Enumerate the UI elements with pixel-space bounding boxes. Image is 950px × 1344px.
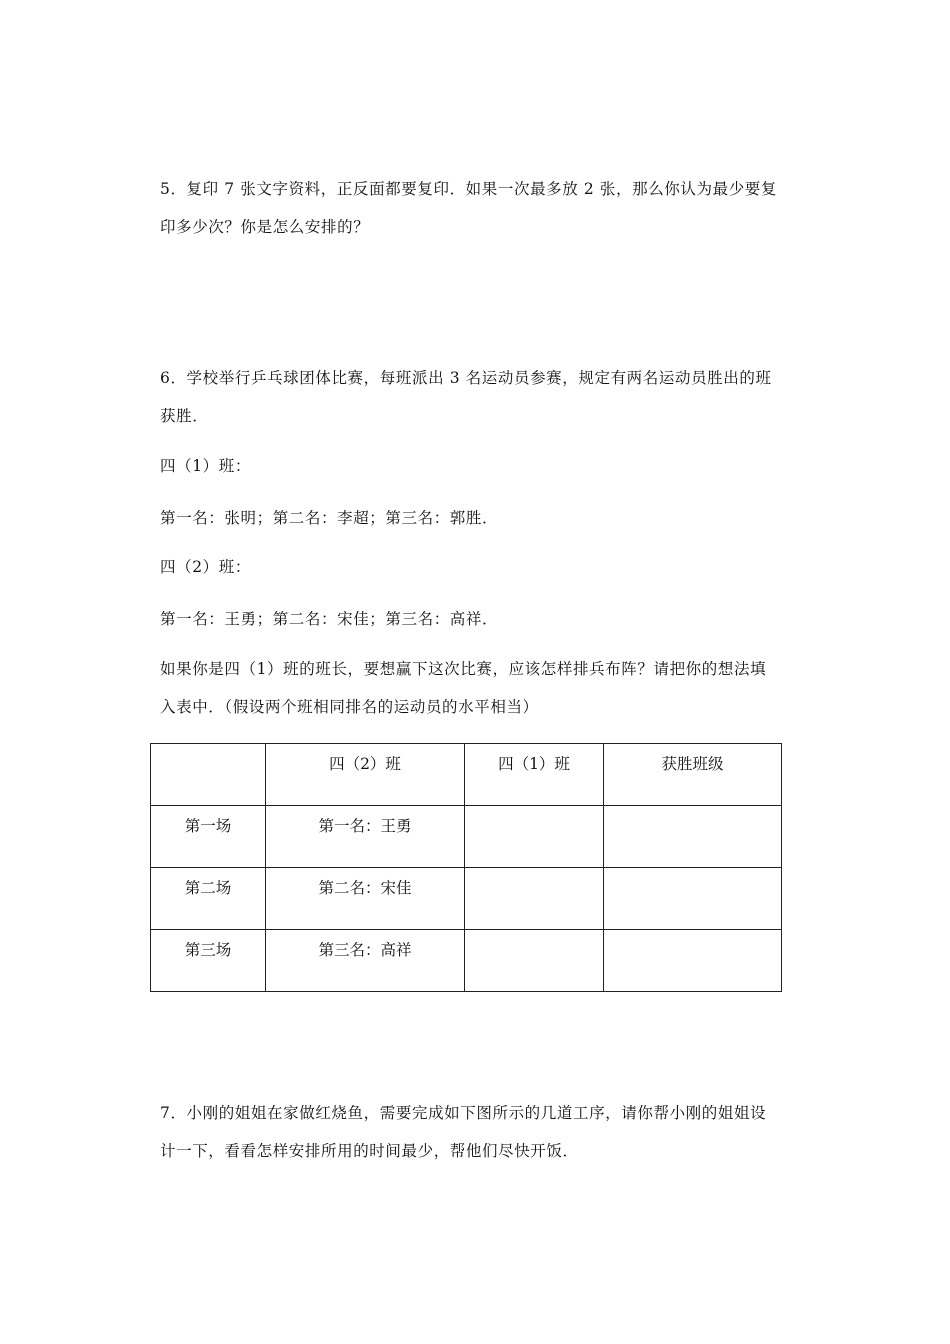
winner-answer-cell[interactable] [604,930,782,992]
table-row [151,806,782,868]
table-header-row [151,744,782,806]
class-2-players: 第一名：王勇；第二名：宋佳；第三名：高祥． [160,610,499,628]
header-winner: 获胜班级 [604,744,782,806]
header-corner-cell [151,744,266,806]
q7-text-line-1: 7．小刚的姐姐在家做红烧鱼，需要完成如下图所示的几道工序，请你帮小刚的姐姐设 [160,1104,767,1122]
class-1-player-answer-cell[interactable] [465,868,604,930]
winner-answer-cell[interactable] [604,868,782,930]
q6-question-line-1: 如果你是四（1）班的班长，要想赢下这次比赛，应该怎样排兵布阵？请把你的想法填 [160,660,767,678]
header-class-1: 四（1）班 [465,744,604,806]
q5-text-line-1: 5．复印 7 张文字资料，正反面都要复印．如果一次最多放 2 张，那么你认为最少要复 [160,180,777,198]
q5-text-line-2: 印多少次？你是怎么安排的？ [160,218,370,236]
class-1-players: 第一名：张明；第二名：李超；第三名：郭胜． [160,509,499,527]
q7-text-line-2: 计一下，看看怎样安排所用的时间最少，帮他们尽快开饭． [160,1142,579,1160]
class-2-player-cell: 第三名：高祥 [266,930,465,992]
winner-answer-cell[interactable] [604,806,782,868]
table-row [151,868,782,930]
q6-text-line-1: 6．学校举行乒乓球团体比赛，每班派出 3 名运动员参赛，规定有两名运动员胜出的班 [160,369,772,387]
class-2-player-cell: 第一名：王勇 [266,806,465,868]
match-label-cell: 第三场 [151,930,266,992]
match-arrangement-table [150,743,782,992]
q6-text-line-2: 获胜． [160,407,209,425]
class-1-player-answer-cell[interactable] [465,930,604,992]
q6-question-line-2: 入表中．（假设两个班相同排名的运动员的水平相当） [160,698,539,716]
table-row [151,930,782,992]
match-label-cell: 第二场 [151,868,266,930]
match-label-cell: 第一场 [151,806,266,868]
class-2-player-cell: 第二名：宋佳 [266,868,465,930]
header-class-2: 四（2）班 [266,744,465,806]
class-1-player-answer-cell[interactable] [465,806,604,868]
class-1-label: 四（1）班： [160,457,251,475]
class-2-label: 四（2）班： [160,558,251,576]
